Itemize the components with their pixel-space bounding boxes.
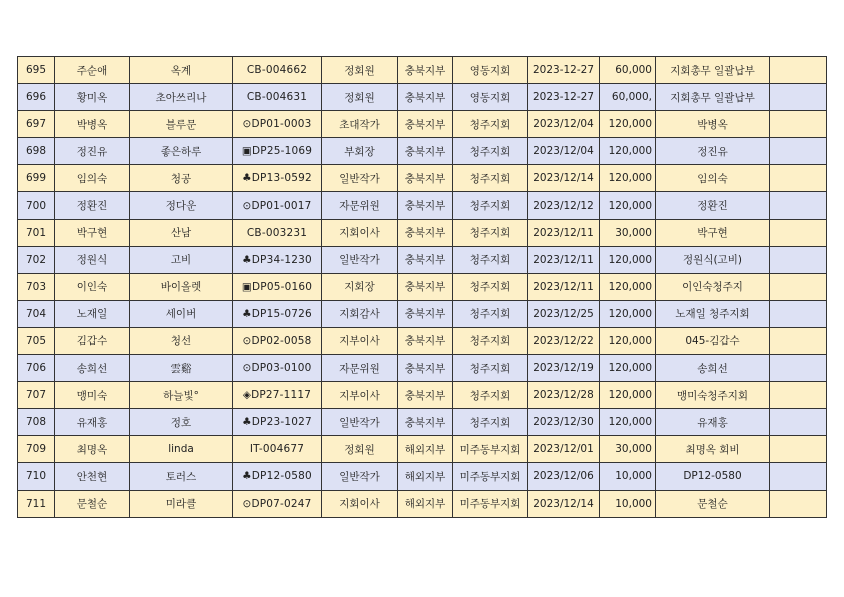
row-number-cell: 698 [18,138,55,165]
row-number-cell: 708 [18,409,55,436]
payment-date-cell: 2023/12/11 [528,219,600,246]
amount-cell: 120,000 [600,300,656,327]
member-name-cell: 박병옥 [55,111,130,138]
note-cell [770,382,827,409]
memo-cell: 정환진 [656,192,770,219]
member-grade-cell: 정회원 [322,84,398,111]
pen-name-cell: 세이버 [130,300,233,327]
row-number-cell: 697 [18,111,55,138]
row-number-cell: 700 [18,192,55,219]
chapter-cell: 미주동부지회 [453,490,528,517]
member-code-cell: ♣DP23-1027 [233,409,322,436]
memo-cell: 문철순 [656,490,770,517]
pen-name-cell: 고비 [130,246,233,273]
pen-name-cell: 초아쓰리나 [130,84,233,111]
chapter-cell: 청주지회 [453,192,528,219]
chapter-cell: 청주지회 [453,409,528,436]
member-name-cell: 정진유 [55,138,130,165]
memo-cell: 정원식(고비) [656,246,770,273]
member-name-cell: 주순애 [55,57,130,84]
payment-date-cell: 2023/12/01 [528,436,600,463]
amount-cell: 120,000 [600,111,656,138]
member-name-cell: 박구현 [55,219,130,246]
note-cell [770,57,827,84]
member-grade-cell: 지회장 [322,273,398,300]
row-number-cell: 699 [18,165,55,192]
table-row [18,382,827,409]
member-grade-cell: 일반작가 [322,463,398,490]
note-cell [770,219,827,246]
chapter-cell: 미주동부지회 [453,436,528,463]
memo-cell: 송희선 [656,355,770,382]
chapter-cell: 청주지회 [453,138,528,165]
payment-date-cell: 2023/12/04 [528,111,600,138]
row-number-cell: 707 [18,382,55,409]
member-grade-cell: 정회원 [322,57,398,84]
table-row [18,138,827,165]
member-name-cell: 정환진 [55,192,130,219]
row-number-cell: 703 [18,273,55,300]
member-name-cell: 김갑수 [55,327,130,354]
note-cell [770,355,827,382]
branch-cell: 충북지부 [398,111,453,138]
member-code-cell: ▣DP25-1069 [233,138,322,165]
membership-fee-table [17,56,827,518]
payment-date-cell: 2023/12/04 [528,138,600,165]
payment-date-cell: 2023/12/11 [528,246,600,273]
note-cell [770,436,827,463]
member-grade-cell: 지회이사 [322,490,398,517]
payment-date-cell: 2023/12/14 [528,165,600,192]
amount-cell: 30,000 [600,219,656,246]
memo-cell: 노재일 청주지회 [656,300,770,327]
payment-date-cell: 2023/12/22 [528,327,600,354]
member-code-cell: ♣DP34-1230 [233,246,322,273]
member-code-cell: ⊙DP01-0017 [233,192,322,219]
chapter-cell: 미주동부지회 [453,463,528,490]
pen-name-cell: 청공 [130,165,233,192]
table-row [18,111,827,138]
amount-cell: 120,000 [600,327,656,354]
pen-name-cell: 바이올렛 [130,273,233,300]
member-grade-cell: 부회장 [322,138,398,165]
row-number-cell: 709 [18,436,55,463]
memo-cell: 박병옥 [656,111,770,138]
member-name-cell: 송희선 [55,355,130,382]
pen-name-cell: 토러스 [130,463,233,490]
amount-cell: 120,000 [600,165,656,192]
memo-cell: 맹미숙청주지회 [656,382,770,409]
branch-cell: 충북지부 [398,355,453,382]
note-cell [770,409,827,436]
note-cell [770,246,827,273]
member-name-cell: 맹미숙 [55,382,130,409]
table-row [18,57,827,84]
table-row [18,490,827,517]
branch-cell: 충북지부 [398,382,453,409]
chapter-cell: 청주지회 [453,300,528,327]
branch-cell: 충북지부 [398,84,453,111]
note-cell [770,463,827,490]
payment-date-cell: 2023/12/12 [528,192,600,219]
table-row [18,355,827,382]
branch-cell: 충북지부 [398,409,453,436]
memo-cell: 최명옥 회비 [656,436,770,463]
member-code-cell: ♣DP12-0580 [233,463,322,490]
chapter-cell: 청주지회 [453,382,528,409]
member-grade-cell: 일반작가 [322,246,398,273]
branch-cell: 충북지부 [398,138,453,165]
note-cell [770,192,827,219]
note-cell [770,490,827,517]
table-row [18,300,827,327]
branch-cell: 충북지부 [398,246,453,273]
member-code-cell: CB-004631 [233,84,322,111]
amount-cell: 10,000 [600,463,656,490]
pen-name-cell: 블루문 [130,111,233,138]
pen-name-cell: 산남 [130,219,233,246]
row-number-cell: 710 [18,463,55,490]
table-row [18,327,827,354]
member-grade-cell: 지회이사 [322,219,398,246]
memo-cell: 박구현 [656,219,770,246]
member-code-cell: IT-004677 [233,436,322,463]
branch-cell: 해외지부 [398,463,453,490]
member-name-cell: 최명옥 [55,436,130,463]
pen-name-cell: 옥계 [130,57,233,84]
note-cell [770,273,827,300]
row-number-cell: 695 [18,57,55,84]
member-name-cell: 정원식 [55,246,130,273]
amount-cell: 120,000 [600,409,656,436]
member-code-cell: ▣DP05-0160 [233,273,322,300]
member-code-cell: ⊙DP03-0100 [233,355,322,382]
memo-cell: DP12-0580 [656,463,770,490]
chapter-cell: 청주지회 [453,273,528,300]
table-row [18,84,827,111]
table-row [18,409,827,436]
amount-cell: 120,000 [600,192,656,219]
pen-name-cell: 미라클 [130,490,233,517]
amount-cell: 120,000 [600,355,656,382]
memo-cell: 045-김갑수 [656,327,770,354]
member-name-cell: 이인숙 [55,273,130,300]
member-grade-cell: 자문위원 [322,192,398,219]
pen-name-cell: 하늘빛° [130,382,233,409]
payment-date-cell: 2023/12/19 [528,355,600,382]
amount-cell: 10,000 [600,490,656,517]
member-grade-cell: 초대작가 [322,111,398,138]
member-grade-cell: 지회감사 [322,300,398,327]
payment-date-cell: 2023/12/25 [528,300,600,327]
branch-cell: 해외지부 [398,436,453,463]
branch-cell: 충북지부 [398,300,453,327]
memo-cell: 지회총무 일괄납부 [656,57,770,84]
branch-cell: 충북지부 [398,273,453,300]
branch-cell: 충북지부 [398,165,453,192]
chapter-cell: 청주지회 [453,327,528,354]
payment-date-cell: 2023/12/14 [528,490,600,517]
note-cell [770,327,827,354]
member-code-cell: ◈DP27-1117 [233,382,322,409]
member-code-cell: CB-004662 [233,57,322,84]
row-number-cell: 711 [18,490,55,517]
memo-cell: 지회총무 일괄납부 [656,84,770,111]
member-name-cell: 황미옥 [55,84,130,111]
table-row [18,273,827,300]
amount-cell: 60,000, [600,84,656,111]
row-number-cell: 706 [18,355,55,382]
pen-name-cell: 좋은하루 [130,138,233,165]
payment-date-cell: 2023/12/11 [528,273,600,300]
payment-date-cell: 2023/12/28 [528,382,600,409]
amount-cell: 30,000 [600,436,656,463]
table-row [18,246,827,273]
pen-name-cell: 청선 [130,327,233,354]
member-code-cell: ⊙DP01-0003 [233,111,322,138]
table-row [18,192,827,219]
amount-cell: 60,000 [600,57,656,84]
member-name-cell: 유재홍 [55,409,130,436]
chapter-cell: 청주지회 [453,165,528,192]
table-row [18,219,827,246]
amount-cell: 120,000 [600,273,656,300]
member-name-cell: 임의숙 [55,165,130,192]
chapter-cell: 청주지회 [453,355,528,382]
table-row [18,436,827,463]
pen-name-cell: linda [130,436,233,463]
member-code-cell: ⊙DP07-0247 [233,490,322,517]
pen-name-cell: 정호 [130,409,233,436]
member-grade-cell: 일반작가 [322,409,398,436]
note-cell [770,111,827,138]
member-code-cell: ♣DP13-0592 [233,165,322,192]
payment-date-cell: 2023/12/30 [528,409,600,436]
amount-cell: 120,000 [600,246,656,273]
chapter-cell: 청주지회 [453,111,528,138]
row-number-cell: 702 [18,246,55,273]
amount-cell: 120,000 [600,382,656,409]
member-code-cell: ⊙DP02-0058 [233,327,322,354]
chapter-cell: 영동지회 [453,57,528,84]
amount-cell: 120,000 [600,138,656,165]
payment-date-cell: 2023-12-27 [528,57,600,84]
payment-date-cell: 2023/12/06 [528,463,600,490]
branch-cell: 충북지부 [398,57,453,84]
member-grade-cell: 자문위원 [322,355,398,382]
memo-cell: 정진유 [656,138,770,165]
pen-name-cell: 雲谿 [130,355,233,382]
table-row [18,463,827,490]
branch-cell: 충북지부 [398,327,453,354]
note-cell [770,300,827,327]
row-number-cell: 704 [18,300,55,327]
note-cell [770,138,827,165]
memo-cell: 유재홍 [656,409,770,436]
member-name-cell: 노재일 [55,300,130,327]
member-grade-cell: 지부이사 [322,382,398,409]
note-cell [770,165,827,192]
chapter-cell: 청주지회 [453,246,528,273]
member-name-cell: 안천현 [55,463,130,490]
table-row [18,165,827,192]
branch-cell: 해외지부 [398,490,453,517]
member-code-cell: ♣DP15-0726 [233,300,322,327]
memo-cell: 임의숙 [656,165,770,192]
row-number-cell: 696 [18,84,55,111]
note-cell [770,84,827,111]
row-number-cell: 701 [18,219,55,246]
pen-name-cell: 정다운 [130,192,233,219]
member-code-cell: CB-003231 [233,219,322,246]
branch-cell: 충북지부 [398,192,453,219]
chapter-cell: 청주지회 [453,219,528,246]
payment-date-cell: 2023-12-27 [528,84,600,111]
branch-cell: 충북지부 [398,219,453,246]
memo-cell: 이인숙청주지 [656,273,770,300]
member-grade-cell: 지부이사 [322,327,398,354]
chapter-cell: 영동지회 [453,84,528,111]
member-grade-cell: 정회원 [322,436,398,463]
member-grade-cell: 일반작가 [322,165,398,192]
member-name-cell: 문철순 [55,490,130,517]
row-number-cell: 705 [18,327,55,354]
